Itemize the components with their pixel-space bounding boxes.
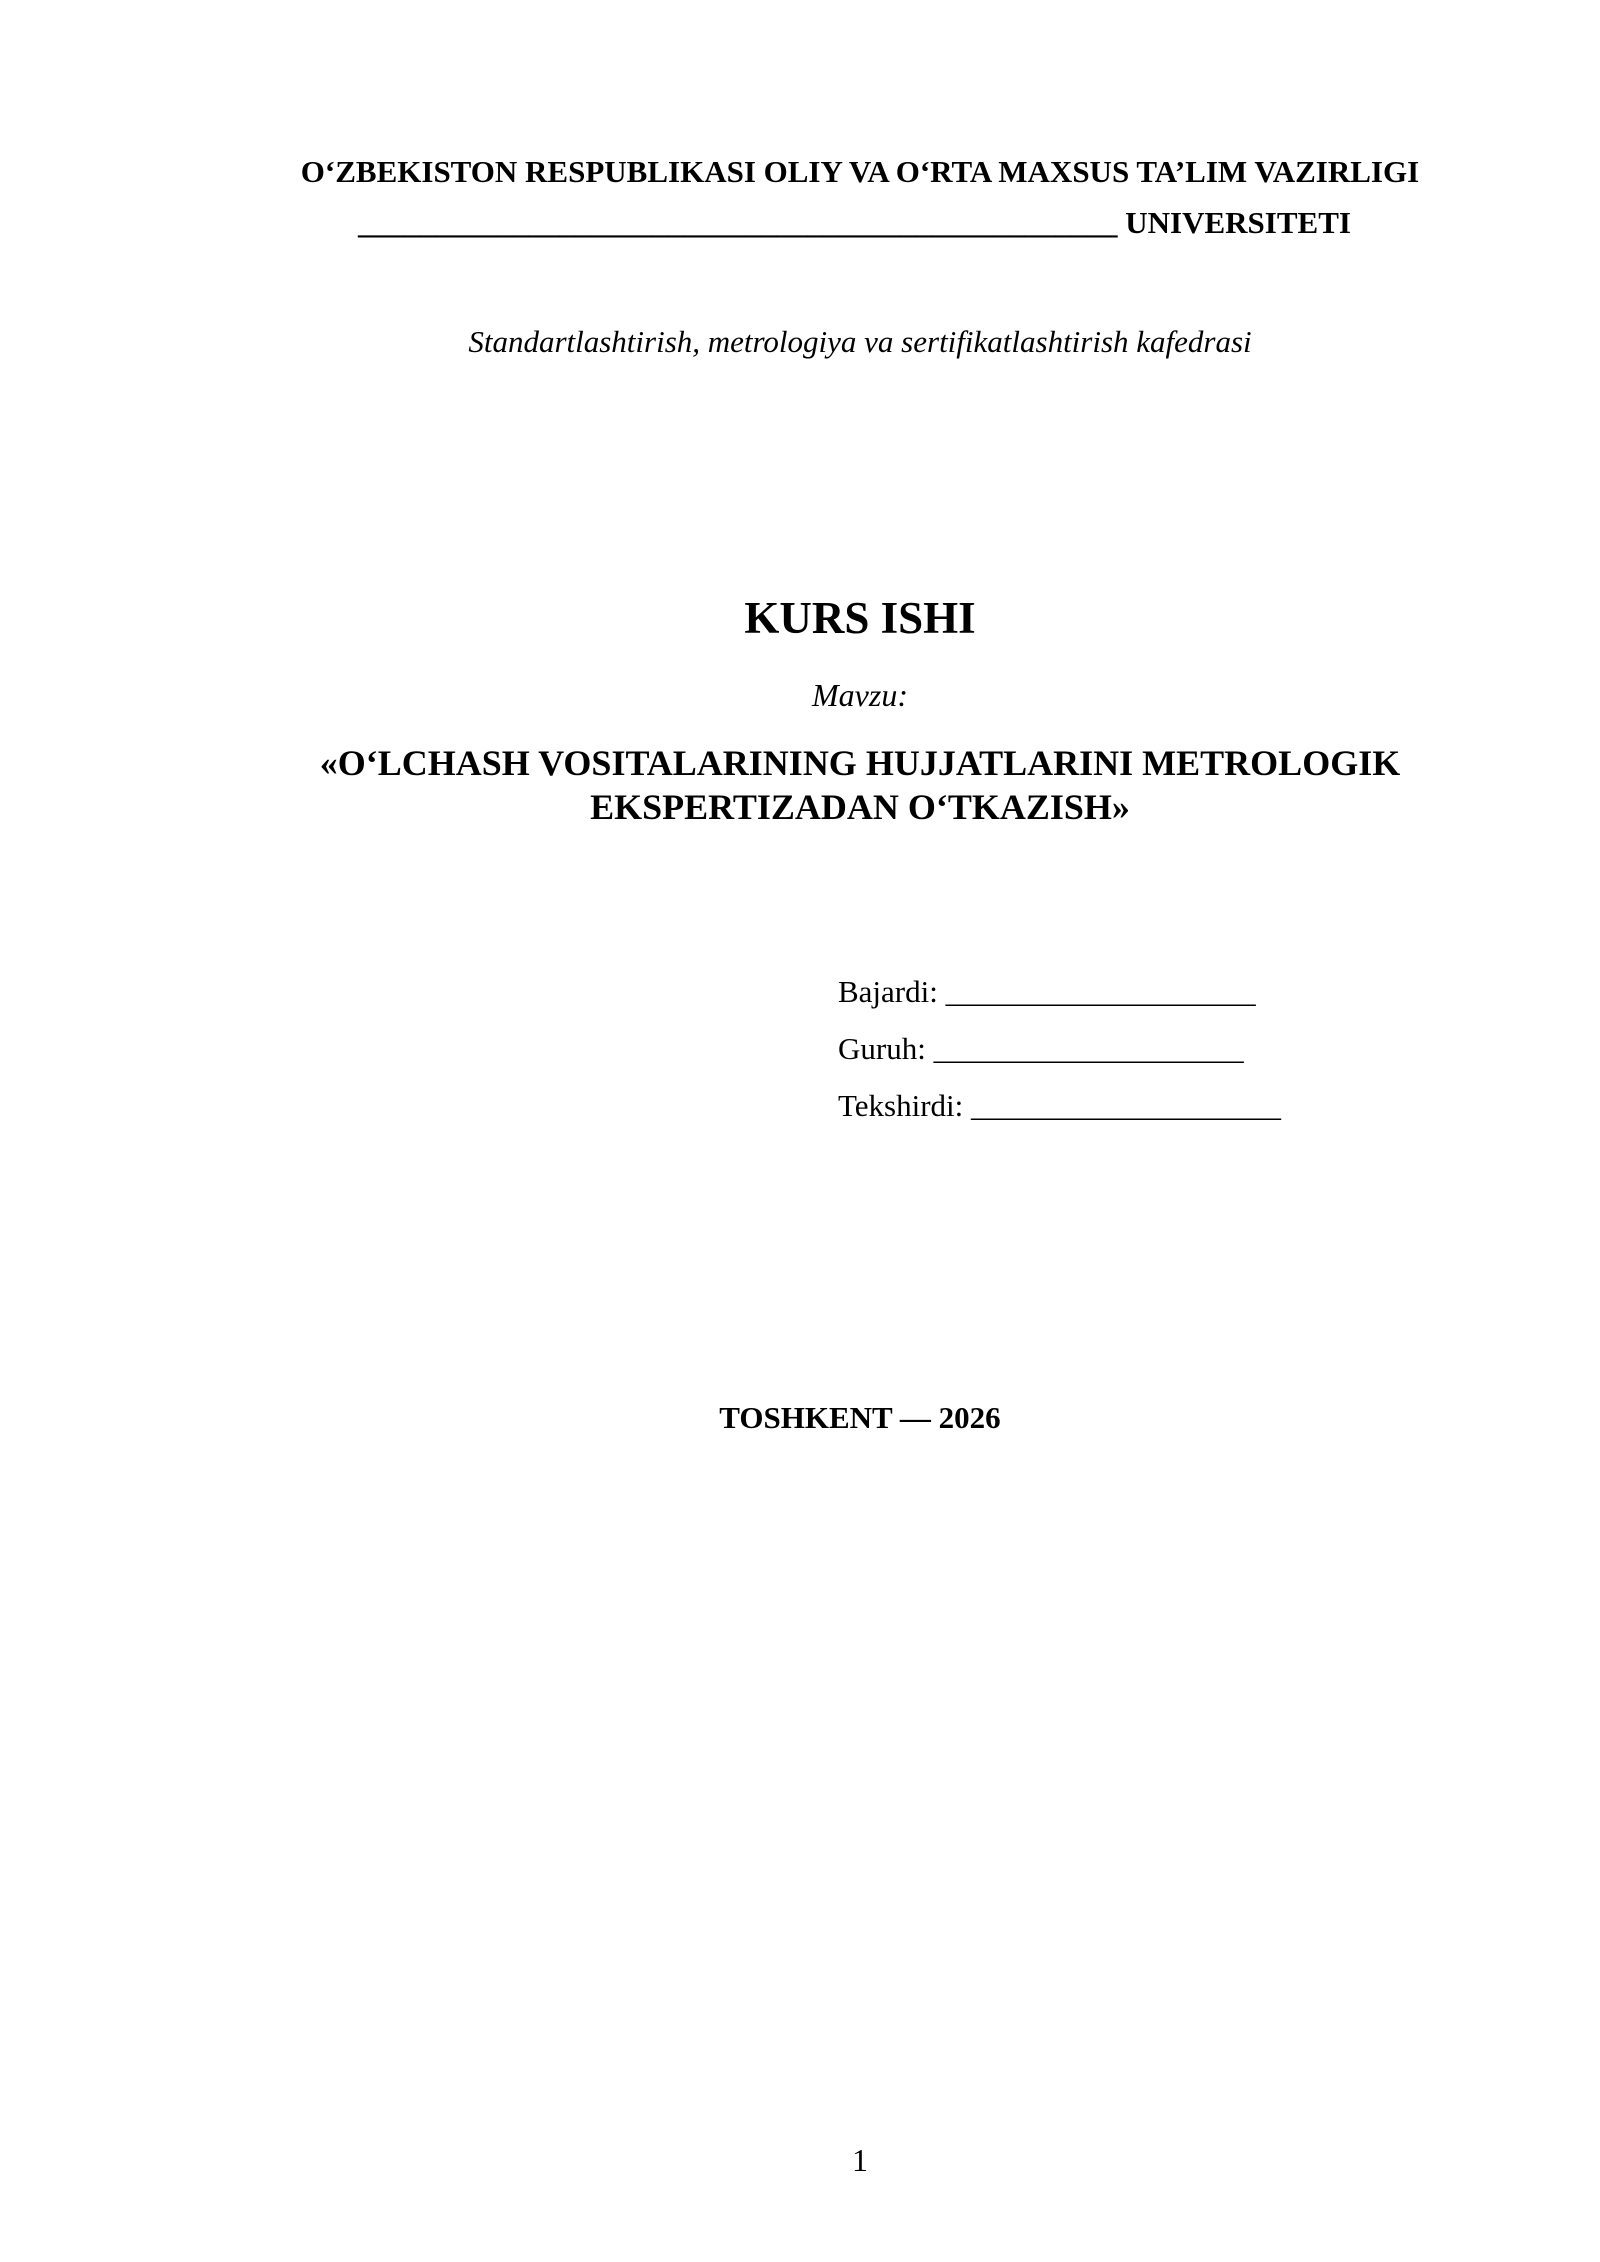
performed-by-field: Bajardi: ____________________: [838, 974, 1256, 1009]
topic-line: «O‘LCHASH VOSITALARINING HUJJATLARINI METROLOGIK: [319, 743, 1401, 783]
university-name-line: _________________________________________________ UNIVERSITETI: [358, 205, 1351, 240]
document-type-title: KURS ISHI: [744, 593, 976, 643]
signature-fields: [838, 963, 1281, 1134]
checked-by-field: Tekshirdi: ____________________: [838, 1088, 1282, 1123]
ministry-heading: O‘ZBEKISTON RESPUBLIKASI OLIY VA O‘RTA MAXSUS TA’LIM VAZIRLIGI: [300, 154, 1420, 189]
page-number: 1: [852, 2142, 868, 2178]
topic-title: [0, 741, 1600, 829]
city-year: TOSHKENT — 2026: [719, 1400, 1001, 1435]
topic-label: Mavzu:: [812, 677, 908, 713]
topic-line: EKSPERTIZADAN O‘TKAZISH»: [590, 787, 1130, 827]
group-field: Guruh: ____________________: [838, 1031, 1244, 1066]
department-name: Standartlashtirish, metrologiya va sertifikatlashtirish kafedrasi: [468, 324, 1252, 359]
